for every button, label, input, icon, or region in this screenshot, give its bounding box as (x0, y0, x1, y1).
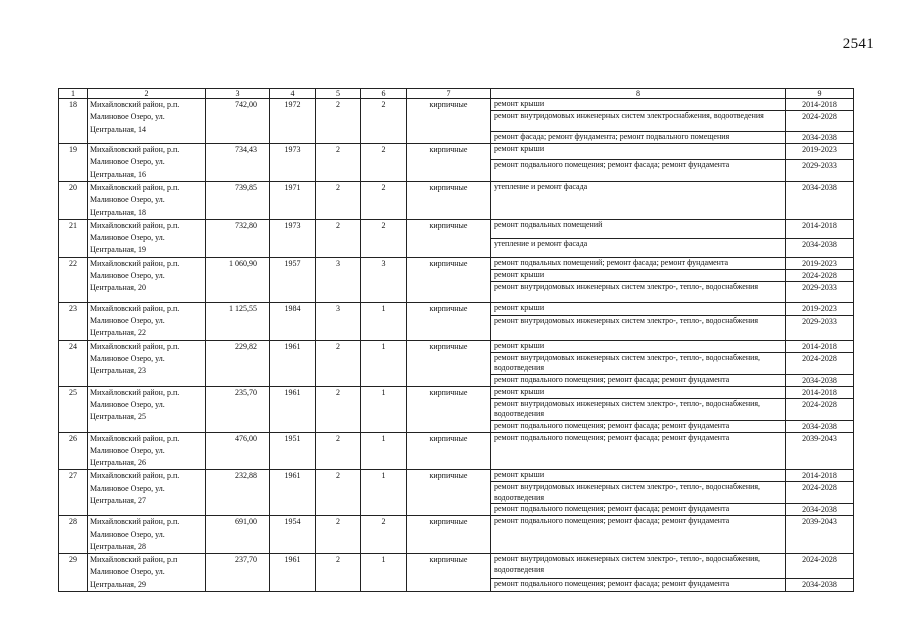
column-header: 7 (407, 89, 491, 99)
column-header: 1 (59, 89, 88, 99)
floors-cell: 2 (316, 470, 361, 516)
column-header: 5 (316, 89, 361, 99)
work-cell: ремонт крыши (491, 144, 786, 160)
entrances-cell: 1 (361, 432, 407, 470)
period-cell: 2024-2028 (786, 352, 854, 374)
period-cell: 2014-2018 (786, 219, 854, 238)
area-cell: 1 125,55 (206, 302, 270, 340)
area-cell: 229,82 (206, 340, 270, 386)
work-cell: ремонт крыши (491, 386, 786, 398)
table-row (59, 257, 854, 269)
row-number: 20 (59, 182, 88, 220)
material-cell: кирпичные (407, 99, 491, 144)
table-row (59, 516, 854, 554)
column-header: 8 (491, 89, 786, 99)
row-number: 25 (59, 386, 88, 432)
work-cell: ремонт подвального помещения; ремонт фасада; ремонт фундамента (491, 420, 786, 432)
period-cell: 2034-2038 (786, 374, 854, 386)
area-cell: 739,85 (206, 182, 270, 220)
entrances-cell: 1 (361, 302, 407, 340)
year-cell: 1957 (270, 257, 316, 302)
floors-cell: 2 (316, 340, 361, 386)
row-number: 22 (59, 257, 88, 302)
material-cell: кирпичные (407, 182, 491, 220)
work-cell: ремонт крыши (491, 99, 786, 111)
year-cell: 1973 (270, 144, 316, 182)
table-row (59, 432, 854, 470)
table-row (59, 99, 854, 111)
work-cell: ремонт подвальных помещений (491, 219, 786, 238)
address-line: Малиновое Озеро, ул. (90, 400, 165, 410)
area-cell: 237,70 (206, 554, 270, 592)
address-cell (88, 554, 206, 592)
table-row (59, 386, 854, 398)
work-cell: ремонт фасада; ремонт фундамента; ремонт подвального помещения (491, 132, 786, 144)
work-cell: ремонт внутридомовых инженерных систем электро-, тепло-, водоснабжения, водоотведения (491, 554, 786, 579)
period-cell: 2024-2028 (786, 111, 854, 132)
material-cell: кирпичные (407, 219, 491, 257)
address-line: Центральная, 16 (90, 169, 146, 179)
address-line: Центральная, 20 (90, 283, 146, 293)
address-line: Михайловский район, р.п. (90, 433, 180, 443)
area-cell: 734,43 (206, 144, 270, 182)
year-cell: 1961 (270, 386, 316, 432)
row-number: 29 (59, 554, 88, 592)
floors-cell: 2 (316, 144, 361, 182)
year-cell: 1951 (270, 432, 316, 470)
row-number: 28 (59, 516, 88, 554)
address-line: Михайловский район, р.п. (90, 258, 180, 268)
entrances-cell: 2 (361, 99, 407, 144)
address-line: Малиновое Озеро, ул. (90, 445, 165, 455)
row-number: 18 (59, 99, 88, 144)
work-cell: ремонт крыши (491, 340, 786, 352)
address-line: Михайловский район, р.п. (90, 220, 180, 230)
period-cell: 2034-2038 (786, 182, 854, 220)
address-line: Михайловский район, р.п. (90, 303, 180, 313)
work-cell: ремонт подвального помещения; ремонт фасада; ремонт фундамента (491, 516, 786, 554)
work-cell: ремонт внутридомовых инженерных систем электро-, тепло-, водоснабжения (491, 315, 786, 340)
row-number: 24 (59, 340, 88, 386)
address-cell (88, 432, 206, 470)
address-line: Малиновое Озеро, ул. (90, 316, 165, 326)
work-cell: ремонт внутридомовых инженерных систем электро-, тепло-, водоснабжения, водоотведения (491, 352, 786, 374)
work-cell: ремонт подвального помещения; ремонт фасада; ремонт фундамента (491, 432, 786, 470)
period-cell: 2014-2018 (786, 340, 854, 352)
period-cell: 2034-2038 (786, 504, 854, 516)
entrances-cell: 3 (361, 257, 407, 302)
work-cell: ремонт подвального помещения; ремонт фасада; ремонт фундамента (491, 160, 786, 182)
row-number: 27 (59, 470, 88, 516)
entrances-cell: 2 (361, 516, 407, 554)
period-cell: 2014-2018 (786, 99, 854, 111)
work-cell: ремонт крыши (491, 470, 786, 482)
table-body (59, 99, 854, 592)
address-line: Центральная, 25 (90, 412, 146, 422)
address-line: Михайловский район, р.п. (90, 100, 180, 109)
year-cell: 1972 (270, 99, 316, 144)
address-line: Малиновое Озеро, ул. (90, 233, 165, 243)
material-cell: кирпичные (407, 516, 491, 554)
period-cell: 2024-2028 (786, 398, 854, 420)
entrances-cell: 2 (361, 144, 407, 182)
material-cell: кирпичные (407, 302, 491, 340)
table-row (59, 554, 854, 579)
work-cell: ремонт подвального помещения; ремонт фасада; ремонт фундамента (491, 579, 786, 592)
area-cell: 742,00 (206, 99, 270, 144)
work-cell: ремонт внутридомовых инженерных систем электроснабжения, водоотведения (491, 111, 786, 132)
floors-cell: 2 (316, 219, 361, 257)
period-cell: 2034-2038 (786, 238, 854, 257)
period-cell: 2039-2043 (786, 516, 854, 554)
work-cell: ремонт подвального помещения; ремонт фасада; ремонт фундамента (491, 504, 786, 516)
table-row (59, 470, 854, 482)
address-line: Центральная, 14 (90, 124, 146, 134)
table-row (59, 340, 854, 352)
area-cell: 691,00 (206, 516, 270, 554)
address-line: Михайловский район, р.п. (90, 341, 180, 351)
address-cell (88, 302, 206, 340)
year-cell: 1961 (270, 340, 316, 386)
work-cell: ремонт внутридомовых инженерных систем электро-, тепло-, водоснабжения, водоотведения (491, 398, 786, 420)
area-cell: 476,00 (206, 432, 270, 470)
column-header: 9 (786, 89, 854, 99)
address-line: Малиновое Озеро, ул. (90, 567, 165, 577)
address-line: Центральная, 19 (90, 245, 146, 255)
period-cell: 2024-2028 (786, 269, 854, 281)
work-cell: утепление и ремонт фасада (491, 238, 786, 257)
address-line: Малиновое Озеро, ул. (90, 112, 165, 122)
floors-cell: 2 (316, 432, 361, 470)
year-cell: 1961 (270, 470, 316, 516)
floors-cell: 2 (316, 554, 361, 592)
period-cell: 2034-2038 (786, 579, 854, 592)
area-cell: 235,70 (206, 386, 270, 432)
address-line: Центральная, 23 (90, 366, 146, 376)
table-header (59, 89, 854, 99)
address-line: Малиновое Озеро, ул. (90, 529, 165, 539)
floors-cell: 2 (316, 182, 361, 220)
area-cell: 1 060,90 (206, 257, 270, 302)
period-cell: 2029-2033 (786, 281, 854, 302)
work-cell: ремонт крыши (491, 269, 786, 281)
address-line: Михайловский район, р.п. (90, 183, 180, 192)
period-cell: 2024-2028 (786, 482, 854, 504)
column-header: 3 (206, 89, 270, 99)
address-cell (88, 470, 206, 516)
address-cell (88, 340, 206, 386)
address-line: Малиновое Озеро, ул. (90, 195, 165, 205)
entrances-cell: 1 (361, 340, 407, 386)
entrances-cell: 1 (361, 470, 407, 516)
entrances-cell: 2 (361, 219, 407, 257)
address-line: Центральная, 28 (90, 541, 146, 551)
year-cell: 1954 (270, 516, 316, 554)
address-cell (88, 257, 206, 302)
address-line: Малиновое Озеро, ул. (90, 157, 165, 167)
address-line: Михайловский район, р.п (90, 555, 178, 565)
address-line: Центральная, 22 (90, 328, 146, 338)
floors-cell: 2 (316, 516, 361, 554)
year-cell: 1961 (270, 554, 316, 592)
table-row (59, 182, 854, 220)
material-cell: кирпичные (407, 144, 491, 182)
column-header: 2 (88, 89, 206, 99)
work-cell: ремонт внутридомовых инженерных систем электро-, тепло-, водоснабжения, водоотведения (491, 482, 786, 504)
year-cell: 1971 (270, 182, 316, 220)
material-cell: кирпичные (407, 554, 491, 592)
area-cell: 732,80 (206, 219, 270, 257)
table-row (59, 144, 854, 160)
address-line: Михайловский район, р.п. (90, 517, 180, 527)
period-cell: 2029-2033 (786, 315, 854, 340)
column-header: 4 (270, 89, 316, 99)
work-cell: утепление и ремонт фасада (491, 182, 786, 220)
address-line: Центральная, 27 (90, 496, 146, 506)
row-number: 19 (59, 144, 88, 182)
material-cell: кирпичные (407, 470, 491, 516)
page-number: 2541 (842, 36, 874, 52)
period-cell: 2034-2038 (786, 420, 854, 432)
address-cell (88, 99, 206, 144)
area-cell: 232,88 (206, 470, 270, 516)
period-cell: 2019-2023 (786, 257, 854, 269)
floors-cell: 3 (316, 257, 361, 302)
period-cell: 2034-2038 (786, 132, 854, 144)
period-cell: 2024-2028 (786, 554, 854, 579)
row-number: 23 (59, 302, 88, 340)
address-line: Центральная, 18 (90, 207, 146, 217)
period-cell: 2014-2018 (786, 386, 854, 398)
year-cell: 1984 (270, 302, 316, 340)
header-row (59, 89, 854, 99)
material-cell: кирпичные (407, 432, 491, 470)
period-cell: 2014-2018 (786, 470, 854, 482)
address-cell (88, 144, 206, 182)
work-cell: ремонт подвальных помещений; ремонт фасада; ремонт фундамента (491, 257, 786, 269)
column-header: 6 (361, 89, 407, 99)
address-cell (88, 182, 206, 220)
address-line: Малиновое Озеро, ул. (90, 271, 165, 281)
address-line: Михайловский район, р.п. (90, 387, 180, 397)
row-number: 26 (59, 432, 88, 470)
entrances-cell: 2 (361, 182, 407, 220)
work-cell: ремонт внутридомовых инженерных систем электро-, тепло-, водоснабжения (491, 281, 786, 302)
work-cell: ремонт подвального помещения; ремонт фасада; ремонт фундамента (491, 374, 786, 386)
period-cell: 2029-2033 (786, 160, 854, 182)
address-line: Малиновое Озеро, ул. (90, 354, 165, 364)
year-cell: 1973 (270, 219, 316, 257)
table-row (59, 302, 854, 315)
period-cell: 2019-2023 (786, 302, 854, 315)
period-cell: 2019-2023 (786, 144, 854, 160)
repair-schedule-table (58, 88, 854, 592)
address-line: Малиновое Озеро, ул. (90, 483, 165, 493)
address-cell (88, 386, 206, 432)
address-cell (88, 516, 206, 554)
address-line: Михайловский район, р.п. (90, 471, 180, 481)
work-cell: ремонт крыши (491, 302, 786, 315)
period-cell: 2039-2043 (786, 432, 854, 470)
entrances-cell: 1 (361, 554, 407, 592)
address-line: Центральная, 29 (90, 579, 146, 589)
floors-cell: 3 (316, 302, 361, 340)
material-cell: кирпичные (407, 257, 491, 302)
entrances-cell: 1 (361, 386, 407, 432)
address-line: Центральная, 26 (90, 458, 146, 468)
material-cell: кирпичные (407, 386, 491, 432)
floors-cell: 2 (316, 99, 361, 144)
table-row (59, 219, 854, 238)
address-line: Михайловский район, р.п. (90, 145, 180, 154)
material-cell: кирпичные (407, 340, 491, 386)
address-cell (88, 219, 206, 257)
floors-cell: 2 (316, 386, 361, 432)
row-number: 21 (59, 219, 88, 257)
